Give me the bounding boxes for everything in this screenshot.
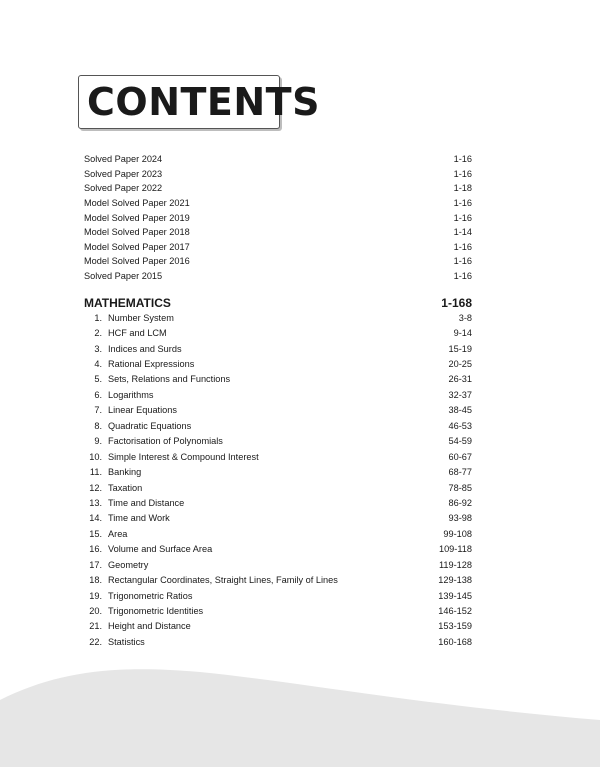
- chapter-pages: 153-159: [438, 621, 472, 632]
- paper-label: Solved Paper 2024: [84, 154, 163, 165]
- chapter-pages: 38-45: [448, 405, 472, 416]
- chapter-number: 2.: [94, 328, 102, 339]
- chapter-label: Height and Distance: [108, 621, 191, 632]
- chapter-row: [84, 495, 472, 510]
- section-title: MATHEMATICS: [84, 296, 171, 310]
- chapter-pages: 26-31: [448, 374, 472, 385]
- chapter-pages: 32-37: [448, 389, 472, 400]
- paper-label: Model Solved Paper 2017: [84, 241, 190, 252]
- paper-pages: 1-14: [453, 227, 472, 238]
- chapter-label: Volume and Surface Area: [108, 544, 213, 555]
- paper-label: Solved Paper 2022: [84, 183, 163, 194]
- chapter-pages: 15-19: [448, 343, 472, 354]
- chapter-number: 20.: [89, 606, 102, 617]
- chapter-row: [84, 557, 472, 572]
- chapter-row: [84, 418, 472, 433]
- paper-label: Solved Paper 2015: [84, 271, 163, 282]
- chapter-row: [84, 619, 472, 634]
- chapter-label: Time and Distance: [108, 497, 185, 508]
- paper-pages: 1-16: [453, 212, 472, 223]
- paper-row: [84, 254, 472, 269]
- chapter-row: [84, 325, 472, 340]
- chapter-number: 17.: [89, 559, 102, 570]
- chapter-row: [84, 434, 472, 449]
- chapter-pages: 109-118: [438, 544, 472, 555]
- chapter-row: [84, 480, 472, 495]
- chapter-pages: 3-8: [458, 312, 472, 323]
- paper-row: [84, 152, 472, 167]
- paper-label: Model Solved Paper 2019: [84, 212, 190, 223]
- chapter-row: [84, 449, 472, 464]
- chapter-label: Factorisation of Polynomials: [108, 436, 223, 447]
- chapter-pages: 68-77: [448, 467, 472, 478]
- chapter-number: 1.: [94, 312, 102, 323]
- chapter-label: Logarithms: [108, 389, 154, 400]
- chapter-row: [84, 372, 472, 387]
- chapter-label: Time and Work: [108, 513, 170, 524]
- chapter-row: [84, 310, 472, 325]
- paper-row: [84, 196, 472, 211]
- paper-label: Model Solved Paper 2021: [84, 198, 190, 209]
- chapter-label: Rational Expressions: [108, 359, 195, 370]
- chapter-label: Sets, Relations and Functions: [108, 374, 231, 385]
- chapter-pages: 20-25: [448, 359, 472, 370]
- chapter-label: HCF and LCM: [108, 328, 167, 339]
- chapter-label: Simple Interest & Compound Interest: [108, 451, 259, 462]
- chapter-label: Statistics: [108, 636, 145, 647]
- chapter-number: 19.: [89, 590, 102, 601]
- chapter-number: 13.: [89, 497, 102, 508]
- paper-pages: 1-16: [453, 168, 472, 179]
- chapter-label: Trigonometric Identities: [108, 606, 204, 617]
- chapter-row: [84, 634, 472, 649]
- chapter-label: Trigonometric Ratios: [108, 590, 193, 601]
- chapter-row: [84, 588, 472, 603]
- chapter-label: Banking: [108, 467, 142, 478]
- paper-label: Model Solved Paper 2018: [84, 227, 190, 238]
- paper-row: [84, 181, 472, 196]
- chapter-row: [84, 572, 472, 587]
- paper-pages: 1-16: [453, 198, 472, 209]
- chapter-row: [84, 603, 472, 618]
- chapter-number: 12.: [89, 482, 102, 493]
- decorative-wave: [0, 660, 600, 767]
- chapter-row: [84, 464, 472, 479]
- chapter-number: 16.: [89, 544, 102, 555]
- contents-title-box: [78, 75, 320, 129]
- paper-row: [84, 240, 472, 255]
- chapter-label: Linear Equations: [108, 405, 177, 416]
- chapter-row: [84, 542, 472, 557]
- chapter-number: 21.: [89, 621, 102, 632]
- chapter-number: 15.: [89, 528, 102, 539]
- chapter-pages: 146-152: [438, 606, 472, 617]
- chapter-row: [84, 511, 472, 526]
- chapter-label: Rectangular Coordinates, Straight Lines, Family of Lines: [108, 575, 338, 586]
- chapter-number: 9.: [94, 436, 102, 447]
- chapter-label: Number System: [108, 312, 174, 323]
- chapter-number: 14.: [89, 513, 102, 524]
- paper-label: Model Solved Paper 2016: [84, 256, 190, 267]
- chapter-label: Indices and Surds: [108, 343, 182, 354]
- chapter-number: 11.: [89, 467, 102, 478]
- chapter-number: 6.: [94, 389, 102, 400]
- chapter-pages: 54-59: [448, 436, 472, 447]
- chapter-pages: 160-168: [438, 636, 472, 647]
- chapter-row: [84, 526, 472, 541]
- chapter-row: [84, 403, 472, 418]
- chapter-number: 8.: [94, 420, 102, 431]
- chapter-label: Quadratic Equations: [108, 420, 192, 431]
- paper-label: Solved Paper 2023: [84, 168, 163, 179]
- chapter-row: [84, 356, 472, 371]
- chapter-pages: 60-67: [448, 451, 472, 462]
- chapter-label: Area: [108, 528, 128, 539]
- paper-pages: 1-16: [453, 241, 472, 252]
- chapter-number: 5.: [94, 374, 102, 385]
- page-title: CONTENTS: [87, 80, 320, 124]
- wave-shape: [0, 669, 600, 767]
- chapter-pages: 93-98: [448, 513, 472, 524]
- paper-pages: 1-16: [453, 271, 472, 282]
- chapter-label: Geometry: [108, 559, 149, 570]
- chapter-number: 3.: [94, 343, 102, 354]
- chapter-pages: 9-14: [453, 328, 472, 339]
- chapter-row: [84, 341, 472, 356]
- chapter-number: 22.: [89, 636, 102, 647]
- chapter-number: 10.: [89, 451, 102, 462]
- paper-pages: 1-16: [453, 154, 472, 165]
- paper-pages: 1-16: [453, 256, 472, 267]
- chapter-pages: 139-145: [438, 590, 472, 601]
- chapter-label: Taxation: [108, 482, 143, 493]
- paper-row: [84, 167, 472, 182]
- chapter-pages: 129-138: [438, 575, 472, 586]
- chapter-list: [84, 310, 472, 650]
- chapter-pages: 86-92: [448, 497, 472, 508]
- paper-row: [84, 210, 472, 225]
- paper-row: [84, 269, 472, 284]
- chapter-number: 4.: [94, 359, 102, 370]
- chapter-number: 18.: [89, 575, 102, 586]
- solved-papers-list: [84, 152, 472, 283]
- chapter-pages: 78-85: [448, 482, 472, 493]
- chapter-number: 7.: [94, 405, 102, 416]
- chapter-pages: 99-108: [443, 528, 472, 539]
- chapter-pages: 46-53: [448, 420, 472, 431]
- chapter-pages: 119-128: [438, 559, 472, 570]
- section-pages: 1-168: [441, 296, 472, 310]
- chapter-row: [84, 387, 472, 402]
- paper-pages: 1-18: [453, 183, 472, 194]
- paper-row: [84, 225, 472, 240]
